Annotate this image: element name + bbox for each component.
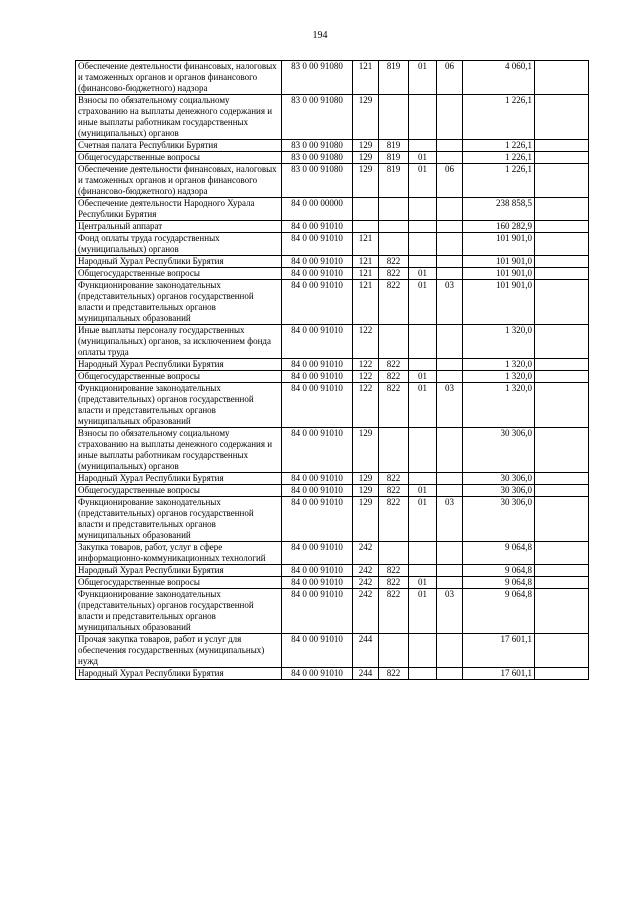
table-row (76, 565, 589, 577)
amount: 17 601,1 (463, 668, 535, 680)
administrator-code: 822 (379, 256, 409, 268)
subsection-code (437, 140, 463, 152)
page-number: 194 (312, 30, 328, 41)
empty-cell (535, 634, 589, 668)
table-row (76, 589, 589, 634)
table-row (76, 268, 589, 280)
amount: 4 060,1 (463, 61, 535, 95)
amount: 9 064,8 (463, 565, 535, 577)
table-row (76, 371, 589, 383)
empty-cell (535, 383, 589, 428)
subsection-code (437, 325, 463, 359)
section-code: 01 (409, 497, 437, 542)
empty-cell (535, 164, 589, 198)
expense-type-code (353, 198, 379, 221)
row-name: Общегосударственные вопросы (76, 152, 282, 164)
empty-cell (535, 140, 589, 152)
amount: 1 320,0 (463, 325, 535, 359)
target-article-code: 84 0 00 91010 (282, 233, 353, 256)
subsection-code (437, 565, 463, 577)
subsection-code: 03 (437, 589, 463, 634)
table-row (76, 198, 589, 221)
subsection-code (437, 542, 463, 565)
section-code (409, 668, 437, 680)
section-code: 01 (409, 383, 437, 428)
row-name: Народный Хурал Республики Бурятия (76, 359, 282, 371)
administrator-code (379, 428, 409, 473)
target-article-code: 84 0 00 91010 (282, 280, 353, 325)
table-row (76, 325, 589, 359)
row-name: Центральный аппарат (76, 221, 282, 233)
empty-cell (535, 152, 589, 164)
section-code (409, 256, 437, 268)
row-name: Общегосударственные вопросы (76, 577, 282, 589)
target-article-code: 84 0 00 91010 (282, 589, 353, 634)
administrator-code (379, 233, 409, 256)
row-name: Народный Хурал Республики Бурятия (76, 473, 282, 485)
target-article-code: 84 0 00 91010 (282, 359, 353, 371)
table-row (76, 485, 589, 497)
subsection-code (437, 198, 463, 221)
administrator-code: 822 (379, 577, 409, 589)
section-code (409, 95, 437, 140)
empty-cell (535, 198, 589, 221)
amount: 1 226,1 (463, 164, 535, 198)
amount: 1 320,0 (463, 359, 535, 371)
expense-type-code: 129 (353, 485, 379, 497)
administrator-code: 822 (379, 565, 409, 577)
amount: 101 901,0 (463, 233, 535, 256)
target-article-code: 84 0 00 91010 (282, 668, 353, 680)
target-article-code: 83 0 00 91080 (282, 140, 353, 152)
table-row (76, 95, 589, 140)
empty-cell (535, 359, 589, 371)
section-code (409, 634, 437, 668)
table-row (76, 542, 589, 565)
empty-cell (535, 589, 589, 634)
expense-type-code: 242 (353, 542, 379, 565)
target-article-code: 84 0 00 91010 (282, 256, 353, 268)
amount: 238 858,5 (463, 198, 535, 221)
section-code (409, 359, 437, 371)
administrator-code: 822 (379, 589, 409, 634)
expense-type-code: 129 (353, 497, 379, 542)
section-code: 01 (409, 577, 437, 589)
row-name: Функционирование законодательных (представительных) органов государственной власти и представительных органов муниципальных образований (76, 280, 282, 325)
amount: 1 226,1 (463, 140, 535, 152)
expense-type-code: 244 (353, 668, 379, 680)
expense-type-code: 121 (353, 233, 379, 256)
table-row (76, 256, 589, 268)
administrator-code: 819 (379, 61, 409, 95)
row-name: Функционирование законодательных (представительных) органов государственной власти и представительных органов муниципальных образований (76, 383, 282, 428)
subsection-code (437, 577, 463, 589)
administrator-code: 822 (379, 383, 409, 428)
target-article-code: 83 0 00 91080 (282, 61, 353, 95)
target-article-code: 84 0 00 91010 (282, 577, 353, 589)
administrator-code: 819 (379, 152, 409, 164)
administrator-code: 822 (379, 371, 409, 383)
section-code (409, 565, 437, 577)
row-name: Общегосударственные вопросы (76, 371, 282, 383)
table-row (76, 383, 589, 428)
target-article-code: 83 0 00 91080 (282, 152, 353, 164)
empty-cell (535, 233, 589, 256)
expense-type-code: 129 (353, 95, 379, 140)
empty-cell (535, 497, 589, 542)
amount: 101 901,0 (463, 256, 535, 268)
row-name: Общегосударственные вопросы (76, 485, 282, 497)
subsection-code: 06 (437, 164, 463, 198)
table-row (76, 668, 589, 680)
empty-cell (535, 256, 589, 268)
target-article-code: 84 0 00 91010 (282, 634, 353, 668)
subsection-code (437, 473, 463, 485)
subsection-code (437, 485, 463, 497)
expense-type-code (353, 221, 379, 233)
administrator-code (379, 634, 409, 668)
target-article-code: 83 0 00 91080 (282, 164, 353, 198)
expense-type-code: 129 (353, 164, 379, 198)
section-code (409, 221, 437, 233)
amount: 30 306,0 (463, 497, 535, 542)
table-row (76, 280, 589, 325)
administrator-code: 822 (379, 473, 409, 485)
empty-cell (535, 428, 589, 473)
amount: 1 226,1 (463, 152, 535, 164)
amount: 101 901,0 (463, 280, 535, 325)
empty-cell (535, 577, 589, 589)
empty-cell (535, 485, 589, 497)
administrator-code: 822 (379, 359, 409, 371)
budget-table (75, 60, 589, 680)
row-name: Народный Хурал Республики Бурятия (76, 668, 282, 680)
row-name: Прочая закупка товаров, работ и услуг для обеспечения государственных (муниципальных) нужд (76, 634, 282, 668)
row-name: Функционирование законодательных (представительных) органов государственной власти и представительных органов муниципальных образований (76, 497, 282, 542)
target-article-code: 84 0 00 91010 (282, 428, 353, 473)
expense-type-code: 129 (353, 473, 379, 485)
row-name: Закупка товаров, работ, услуг в сфере информационно-коммуникационных технологий (76, 542, 282, 565)
section-code: 01 (409, 280, 437, 325)
target-article-code: 84 0 00 91010 (282, 383, 353, 428)
subsection-code (437, 668, 463, 680)
administrator-code (379, 95, 409, 140)
empty-cell (535, 473, 589, 485)
administrator-code: 822 (379, 485, 409, 497)
empty-cell (535, 565, 589, 577)
expense-type-code: 242 (353, 565, 379, 577)
expense-type-code: 121 (353, 256, 379, 268)
target-article-code: 83 0 00 91080 (282, 95, 353, 140)
subsection-code (437, 359, 463, 371)
empty-cell (535, 371, 589, 383)
expense-type-code: 122 (353, 383, 379, 428)
section-code (409, 233, 437, 256)
table-row (76, 221, 589, 233)
amount: 30 306,0 (463, 473, 535, 485)
table-row (76, 428, 589, 473)
subsection-code (437, 634, 463, 668)
target-article-code: 84 0 00 00000 (282, 198, 353, 221)
target-article-code: 84 0 00 91010 (282, 268, 353, 280)
administrator-code (379, 325, 409, 359)
table-body (76, 61, 589, 680)
expense-type-code: 129 (353, 152, 379, 164)
section-code: 01 (409, 485, 437, 497)
section-code (409, 428, 437, 473)
target-article-code: 84 0 00 91010 (282, 542, 353, 565)
section-code: 01 (409, 371, 437, 383)
subsection-code (437, 221, 463, 233)
empty-cell (535, 668, 589, 680)
target-article-code: 84 0 00 91010 (282, 485, 353, 497)
subsection-code: 03 (437, 497, 463, 542)
section-code: 01 (409, 152, 437, 164)
row-name: Иные выплаты персоналу государственных (муниципальных) органов, за исключением фонда оплаты труда (76, 325, 282, 359)
expense-type-code: 242 (353, 577, 379, 589)
administrator-code: 822 (379, 668, 409, 680)
subsection-code (437, 428, 463, 473)
row-name: Фонд оплаты труда государственных (муниципальных) органов (76, 233, 282, 256)
expense-type-code: 244 (353, 634, 379, 668)
target-article-code: 84 0 00 91010 (282, 473, 353, 485)
row-name: Обеспечение деятельности Народного Хурала Республики Бурятия (76, 198, 282, 221)
table-row (76, 164, 589, 198)
amount: 101 901,0 (463, 268, 535, 280)
amount: 9 064,8 (463, 542, 535, 565)
target-article-code: 84 0 00 91010 (282, 221, 353, 233)
amount: 30 306,0 (463, 428, 535, 473)
subsection-code (437, 256, 463, 268)
expense-type-code: 122 (353, 371, 379, 383)
table-row (76, 634, 589, 668)
row-name: Народный Хурал Республики Бурятия (76, 565, 282, 577)
section-code: 01 (409, 589, 437, 634)
subsection-code (437, 268, 463, 280)
table-row (76, 577, 589, 589)
amount: 17 601,1 (463, 634, 535, 668)
table-row (76, 473, 589, 485)
administrator-code: 822 (379, 268, 409, 280)
section-code: 01 (409, 164, 437, 198)
expense-type-code: 121 (353, 280, 379, 325)
target-article-code: 84 0 00 91010 (282, 371, 353, 383)
subsection-code (437, 95, 463, 140)
section-code (409, 542, 437, 565)
administrator-code: 822 (379, 280, 409, 325)
empty-cell (535, 95, 589, 140)
subsection-code (437, 371, 463, 383)
administrator-code: 819 (379, 140, 409, 152)
expense-type-code: 129 (353, 140, 379, 152)
administrator-code (379, 198, 409, 221)
section-code (409, 325, 437, 359)
subsection-code (437, 233, 463, 256)
amount: 30 306,0 (463, 485, 535, 497)
target-article-code: 84 0 00 91010 (282, 325, 353, 359)
target-article-code: 84 0 00 91010 (282, 497, 353, 542)
amount: 9 064,8 (463, 577, 535, 589)
row-name: Счетная палата Республики Бурятия (76, 140, 282, 152)
table-row (76, 152, 589, 164)
target-article-code: 84 0 00 91010 (282, 565, 353, 577)
subsection-code: 06 (437, 61, 463, 95)
empty-cell (535, 221, 589, 233)
subsection-code: 03 (437, 383, 463, 428)
empty-cell (535, 542, 589, 565)
table-row (76, 359, 589, 371)
administrator-code: 819 (379, 164, 409, 198)
amount: 9 064,8 (463, 589, 535, 634)
expense-type-code: 129 (353, 428, 379, 473)
expense-type-code: 242 (353, 589, 379, 634)
expense-type-code: 121 (353, 268, 379, 280)
table-row (76, 140, 589, 152)
row-name: Общегосударственные вопросы (76, 268, 282, 280)
administrator-code (379, 542, 409, 565)
amount: 160 282,9 (463, 221, 535, 233)
administrator-code: 822 (379, 497, 409, 542)
row-name: Обеспечение деятельности финансовых, налоговых и таможенных органов и органов финансового (финансово-бюджетного) надзора (76, 164, 282, 198)
row-name: Взносы по обязательному социальному страхованию на выплаты денежного содержания и иные выплаты работникам государственных (муниципальных) органов (76, 428, 282, 473)
amount: 1 226,1 (463, 95, 535, 140)
amount: 1 320,0 (463, 383, 535, 428)
row-name: Функционирование законодательных (представительных) органов государственной власти и представительных органов муниципальных образований (76, 589, 282, 634)
section-code: 01 (409, 61, 437, 95)
section-code: 01 (409, 268, 437, 280)
row-name: Народный Хурал Республики Бурятия (76, 256, 282, 268)
empty-cell (535, 61, 589, 95)
expense-type-code: 121 (353, 61, 379, 95)
administrator-code (379, 221, 409, 233)
amount: 1 320,0 (463, 371, 535, 383)
row-name: Взносы по обязательному социальному страхованию на выплаты денежного содержания и иные выплаты работникам государственных (муниципальных) органов (76, 95, 282, 140)
expense-type-code: 122 (353, 325, 379, 359)
subsection-code: 03 (437, 280, 463, 325)
table-row (76, 61, 589, 95)
section-code (409, 140, 437, 152)
empty-cell (535, 325, 589, 359)
empty-cell (535, 268, 589, 280)
section-code (409, 473, 437, 485)
subsection-code (437, 152, 463, 164)
table-row (76, 233, 589, 256)
expense-type-code: 122 (353, 359, 379, 371)
empty-cell (535, 280, 589, 325)
table-row (76, 497, 589, 542)
section-code (409, 198, 437, 221)
row-name: Обеспечение деятельности финансовых, налоговых и таможенных органов и органов финансового (финансово-бюджетного) надзора (76, 61, 282, 95)
